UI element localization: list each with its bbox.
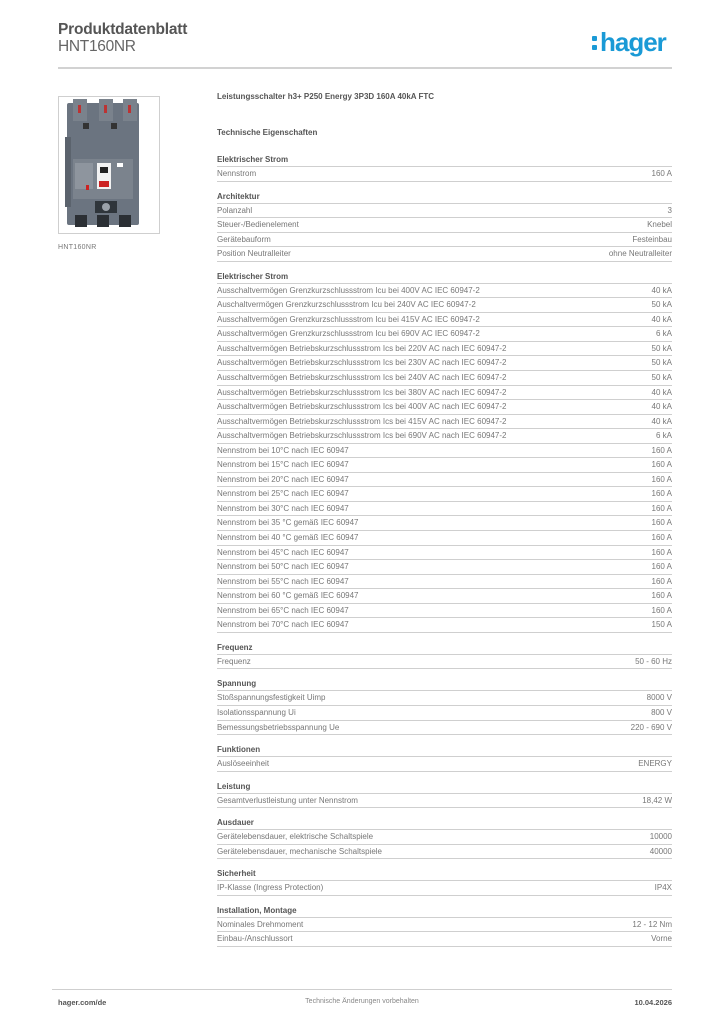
spec-row [217,473,672,488]
spec-value: 18,42 W [642,795,672,805]
spec-row [217,458,672,473]
spec-row [217,589,672,604]
spec-label: Nennstrom bei 65°C nach IEC 60947 [217,605,349,615]
section-heading: Spannung [217,678,672,691]
spec-section [217,271,672,633]
spec-row [217,327,672,342]
spec-section [217,744,672,772]
spec-row [217,204,672,219]
spec-row [217,794,672,809]
spec-value: 160 A [651,533,672,543]
spec-row [217,400,672,415]
section-heading: Funktionen [217,744,672,757]
spec-value: 220 - 690 V [630,722,672,732]
spec-section [217,781,672,809]
spec-row [217,546,672,561]
section-heading: Sicherheit [217,868,672,881]
spec-value: 50 kA [651,373,672,383]
spec-row [217,830,672,845]
spec-label: Einbau-/Anschlussort [217,934,293,944]
spec-label: Ausschaltvermögen Betriebskurzschlussstrom Ics bei 415V AC nach IEC 60947-2 [217,416,507,426]
spec-label: Nennstrom bei 35 °C gemäß IEC 60947 [217,518,359,528]
spec-label: Gerätelebensdauer, mechanische Schaltspiele [217,846,382,856]
spec-value: Vorne [651,934,672,944]
spec-label: Ausschaltvermögen Betriebskurzschlussstrom Ics bei 240V AC nach IEC 60947-2 [217,373,507,383]
product-image [58,96,160,234]
spec-label: Gerätelebensdauer, elektrische Schaltspiele [217,832,374,842]
spec-label: Ausschaltvermögen Betriebskurzschlussstrom Ics bei 400V AC nach IEC 60947-2 [217,402,507,412]
spec-label: Nennstrom bei 25°C nach IEC 60947 [217,489,349,499]
technical-properties-title: Technische Eigenschaften [217,128,318,137]
spec-row [217,757,672,772]
logo-text: hager [600,27,666,57]
spec-row [217,218,672,233]
section-heading: Architektur [217,191,672,204]
hager-logo [592,27,666,58]
spec-row [217,386,672,401]
spec-label: Isolationsspannung Ui [217,707,296,717]
header-divider [58,67,672,69]
spec-label: Nennstrom bei 10°C nach IEC 60947 [217,445,349,455]
spec-section [217,817,672,859]
spec-label: Steuer-/Bedienelement [217,220,299,230]
spec-row [217,415,672,430]
section-heading: Elektrischer Strom [217,154,672,167]
spec-sections [217,154,672,947]
spec-value: 3 [667,205,672,215]
spec-row [217,575,672,590]
spec-row [217,845,672,860]
spec-value: 50 kA [651,358,672,368]
footer-date: 10.04.2026 [634,998,672,1007]
spec-label: Nominales Drehmoment [217,919,304,929]
spec-section [217,905,672,947]
spec-row [217,444,672,459]
spec-section [217,868,672,896]
spec-value: 40000 [649,846,672,856]
spec-value: 40 kA [651,402,672,412]
spec-label: Ausschaltvermögen Betriebskurzschlussstrom Ics bei 230V AC nach IEC 60947-2 [217,358,507,368]
spec-label: Ausschaltvermögen Grenzkurzschlussstrom Icu bei 400V AC IEC 60947-2 [217,285,480,295]
spec-label: Nennstrom bei 55°C nach IEC 60947 [217,576,349,586]
spec-label: Nennstrom bei 40 °C gemäß IEC 60947 [217,533,359,543]
spec-value: 160 A [651,169,672,178]
section-heading: Elektrischer Strom [217,271,672,284]
spec-label: Ausschaltvermögen Grenzkurzschlussstrom Icu bei 690V AC IEC 60947-2 [217,329,480,339]
spec-value: 160 A [651,518,672,528]
spec-label: Nennstrom bei 20°C nach IEC 60947 [217,474,349,484]
spec-row [217,706,672,721]
spec-row [217,298,672,313]
spec-label: Nennstrom bei 50°C nach IEC 60947 [217,562,349,572]
spec-label: Polanzahl [217,205,253,215]
spec-value: 8000 V [646,693,672,703]
spec-value: 50 kA [651,300,672,310]
spec-label: Stoßspannungsfestigkeit Uimp [217,693,326,703]
product-code: HNT160NR [58,38,136,55]
spec-label: Auschaltvermögen Grenzkurzschlussstrom Icu bei 240V AC IEC 60947-2 [217,300,476,310]
spec-row [217,604,672,619]
spec-value: 12 - 12 Nm [632,919,672,929]
spec-label: Nennstrom [217,169,257,178]
spec-label: Gerätebauform [217,234,271,244]
spec-label: Position Neutralleiter [217,249,291,259]
spec-value: 6 kA [655,329,672,339]
spec-value: 160 A [651,576,672,586]
spec-section [217,678,672,735]
spec-row [217,313,672,328]
spec-value: 50 - 60 Hz [635,656,672,666]
spec-value: 10000 [649,832,672,842]
spec-value: 160 A [651,460,672,470]
spec-label: Nennstrom bei 60 °C gemäß IEC 60947 [217,591,359,601]
spec-row [217,918,672,933]
spec-value: 160 A [651,605,672,615]
spec-row [217,342,672,357]
section-heading: Frequenz [217,642,672,655]
footer-website-link[interactable]: hager.com/de [58,998,107,1007]
spec-label: Ausschaltvermögen Grenzkurzschlussstrom Icu bei 415V AC IEC 60947-2 [217,314,480,324]
spec-row [217,932,672,947]
spec-value: ohne Neutralleiter [608,249,672,259]
section-heading: Leistung [217,781,672,794]
footer-divider [52,989,672,990]
spec-value: 160 A [651,547,672,557]
spec-section [217,642,672,670]
image-caption: HNT160NR [58,244,97,251]
spec-row [217,284,672,299]
spec-row [217,618,672,633]
spec-value: 160 A [651,503,672,513]
spec-value: 160 A [651,562,672,572]
spec-row [217,429,672,444]
section-heading: Ausdauer [217,817,672,830]
spec-value: 50 kA [651,343,672,353]
spec-value: 800 V [651,707,672,717]
section-heading: Installation, Montage [217,905,672,918]
spec-row [217,371,672,386]
spec-row [217,721,672,736]
spec-value: 40 kA [651,387,672,397]
spec-row [217,560,672,575]
footer-disclaimer: Technische Änderungen vorbehalten [305,998,419,1005]
spec-value: 160 A [651,474,672,484]
spec-value: 150 A [651,620,672,630]
spec-row [217,531,672,546]
spec-value: 40 kA [651,314,672,324]
spec-value: Festeinbau [632,234,672,244]
spec-label: Nennstrom bei 30°C nach IEC 60947 [217,503,349,513]
spec-label: Nennstrom bei 70°C nach IEC 60947 [217,620,349,630]
spec-label: Bemessungsbetriebsspannung Ue [217,722,340,732]
spec-row [217,655,672,670]
spec-content [217,92,672,956]
spec-label: IP-Klasse (Ingress Protection) [217,883,324,893]
circuit-breaker-icon [59,97,159,233]
spec-row [217,487,672,502]
spec-value: 160 A [651,489,672,499]
page-title: Produktdatenblatt [58,21,188,38]
spec-value: 160 A [651,445,672,455]
spec-label: Ausschaltvermögen Betriebskurzschlussstrom Ics bei 220V AC nach IEC 60947-2 [217,343,507,353]
spec-value: 40 kA [651,416,672,426]
spec-value: Knebel [647,220,672,230]
spec-row [217,881,672,896]
spec-row [217,247,672,262]
product-name: Leistungsschalter h3+ P250 Energy 3P3D 160A 40kA FTC [217,92,435,101]
spec-label: Auslöseeinheit [217,759,270,769]
spec-label: Ausschaltvermögen Betriebskurzschlussstrom Ics bei 380V AC nach IEC 60947-2 [217,387,507,397]
spec-row [217,233,672,248]
spec-row [217,691,672,706]
spec-value: ENERGY [638,759,672,769]
spec-label: Nennstrom bei 45°C nach IEC 60947 [217,547,349,557]
spec-value: 6 kA [655,431,672,441]
spec-row [217,516,672,531]
spec-section [217,154,672,182]
spec-label: Nennstrom bei 15°C nach IEC 60947 [217,460,349,470]
spec-label: Gesamtverlustleistung unter Nennstrom [217,795,358,805]
spec-row [217,356,672,371]
spec-section [217,191,672,262]
spec-label: Ausschaltvermögen Betriebskurzschlussstrom Ics bei 690V AC nach IEC 60947-2 [217,431,507,441]
spec-label: Frequenz [217,656,251,666]
spec-value: 40 kA [651,285,672,295]
spec-row [217,167,672,182]
spec-row [217,502,672,517]
spec-value: IP4X [654,883,672,893]
spec-value: 160 A [651,591,672,601]
